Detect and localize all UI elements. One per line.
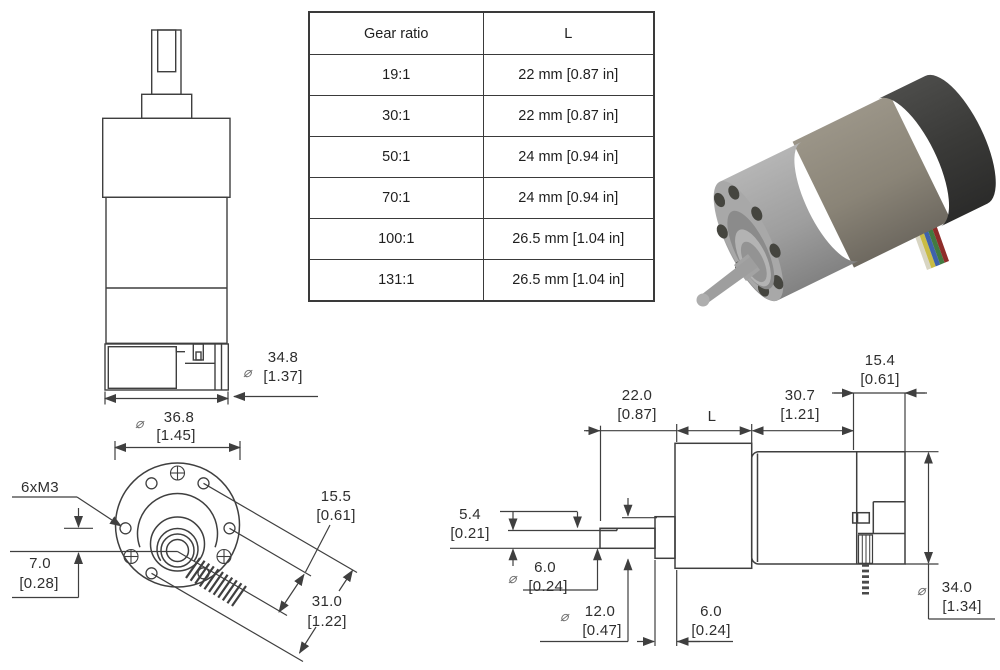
face-view-drawing (115, 441, 246, 606)
gear-table-cell: 24 mm [0.94 in] (483, 137, 654, 178)
dia-34-0-phi: ⌀ (917, 582, 926, 598)
side-view-gearbox (675, 443, 752, 568)
dim-30-7-in: [1.21] (780, 406, 820, 423)
gear-table-row (309, 96, 654, 137)
top-view-boss (142, 94, 192, 118)
dim-34-8-phi: ⌀ (243, 364, 252, 380)
side-view-connector (853, 513, 870, 523)
face-view-shaft-bore (167, 540, 189, 562)
gear-table-header-ratio: Gear ratio (309, 12, 483, 55)
gear-table-cell: 131:1 (309, 260, 483, 302)
dim-5-4-mm: 5.4 (459, 506, 481, 523)
face-view-flange (116, 463, 240, 587)
dim-22-0-in: [0.87] (617, 406, 657, 423)
dim-22-0-mm: 22.0 (621, 387, 653, 404)
dim-31-0-mm: 31.0 (311, 593, 343, 610)
dim-L-label: L (707, 408, 717, 425)
gear-table-cell: 100:1 (309, 219, 483, 260)
gear-table-cell: 26.5 mm [1.04 in] (483, 219, 654, 260)
gear-table-row (309, 55, 654, 96)
dia-6-0-in: [0.24] (528, 578, 568, 595)
gear-table-cell: 19:1 (309, 55, 483, 96)
dim-7-0-mm: 7.0 (29, 555, 51, 572)
side-view-boss (655, 517, 675, 559)
dia-12-0-mm: 12.0 (584, 603, 616, 620)
dia-34-0-mm: 34.0 (941, 579, 973, 596)
dia-34-0-in: [1.34] (942, 598, 982, 615)
gear-table-cell: 70:1 (309, 178, 483, 219)
side-view-drawing (600, 443, 905, 594)
dim-30-7-mm: 30.7 (784, 387, 816, 404)
gear-ratio-table (308, 11, 655, 302)
dim-36-8-mm: 36.8 (163, 409, 195, 426)
dim-31-0-in: [1.22] (307, 613, 347, 630)
dim-15-5-mm: 15.5 (320, 488, 352, 505)
top-view-shaft-flat (158, 30, 176, 72)
dim-36-8-phi: ⌀ (135, 415, 144, 431)
mounting-holes-label: 6xM3 (21, 479, 59, 496)
gear-table-cell: 30:1 (309, 96, 483, 137)
face-view-dimensions (10, 483, 357, 661)
top-view-motor-body (106, 197, 227, 343)
gear-table-body (309, 55, 654, 302)
gear-table-cell: 24 mm [0.94 in] (483, 178, 654, 219)
face-view-screws (124, 466, 231, 564)
dia-12-0-in: [0.47] (582, 622, 622, 639)
top-view-dimensions (105, 392, 318, 405)
dia-6-0-phi: ⌀ (508, 570, 517, 586)
top-view-drawing (103, 30, 230, 390)
side-view-dimension-labels (450, 352, 981, 639)
motor-3d-render (696, 64, 1000, 315)
gear-table-header-length: L (483, 12, 654, 55)
dim-6-0-boss-in: [0.24] (691, 622, 731, 639)
dia-6-0-mm: 6.0 (534, 559, 556, 576)
gear-table-header-row (309, 12, 654, 55)
gear-table-row (309, 137, 654, 178)
dim-15-4-in: [0.61] (860, 371, 900, 388)
gear-table-cell: 50:1 (309, 137, 483, 178)
gear-table-row (309, 219, 654, 260)
dim-15-5-in: [0.61] (316, 507, 356, 524)
dim-34-8-mm: 34.8 (267, 349, 299, 366)
top-view-shaft (152, 30, 181, 94)
side-view-shaft (600, 528, 655, 548)
gear-table-cell: 26.5 mm [1.04 in] (483, 260, 654, 302)
gear-table-cell: 22 mm [0.87 in] (483, 55, 654, 96)
dim-6-0-boss-mm: 6.0 (700, 603, 722, 620)
dim-34-8-in: [1.37] (263, 368, 303, 385)
dim-5-4-in: [0.21] (450, 525, 490, 542)
motor-3d-shaft-tip (697, 294, 710, 307)
side-view-dimensions (450, 393, 995, 646)
dim-7-0-in: [0.28] (19, 575, 59, 592)
gear-table-row (309, 178, 654, 219)
side-view-motor-can (752, 452, 905, 564)
dim-36-8-in: [1.45] (156, 427, 196, 444)
gear-table-row (309, 260, 654, 302)
dia-12-0-phi: ⌀ (560, 608, 569, 624)
top-view-end-cap (105, 344, 228, 390)
dim-15-4-mm: 15.4 (864, 352, 896, 369)
top-view-gearbox (103, 118, 230, 197)
gear-table-cell: 22 mm [0.87 in] (483, 96, 654, 137)
